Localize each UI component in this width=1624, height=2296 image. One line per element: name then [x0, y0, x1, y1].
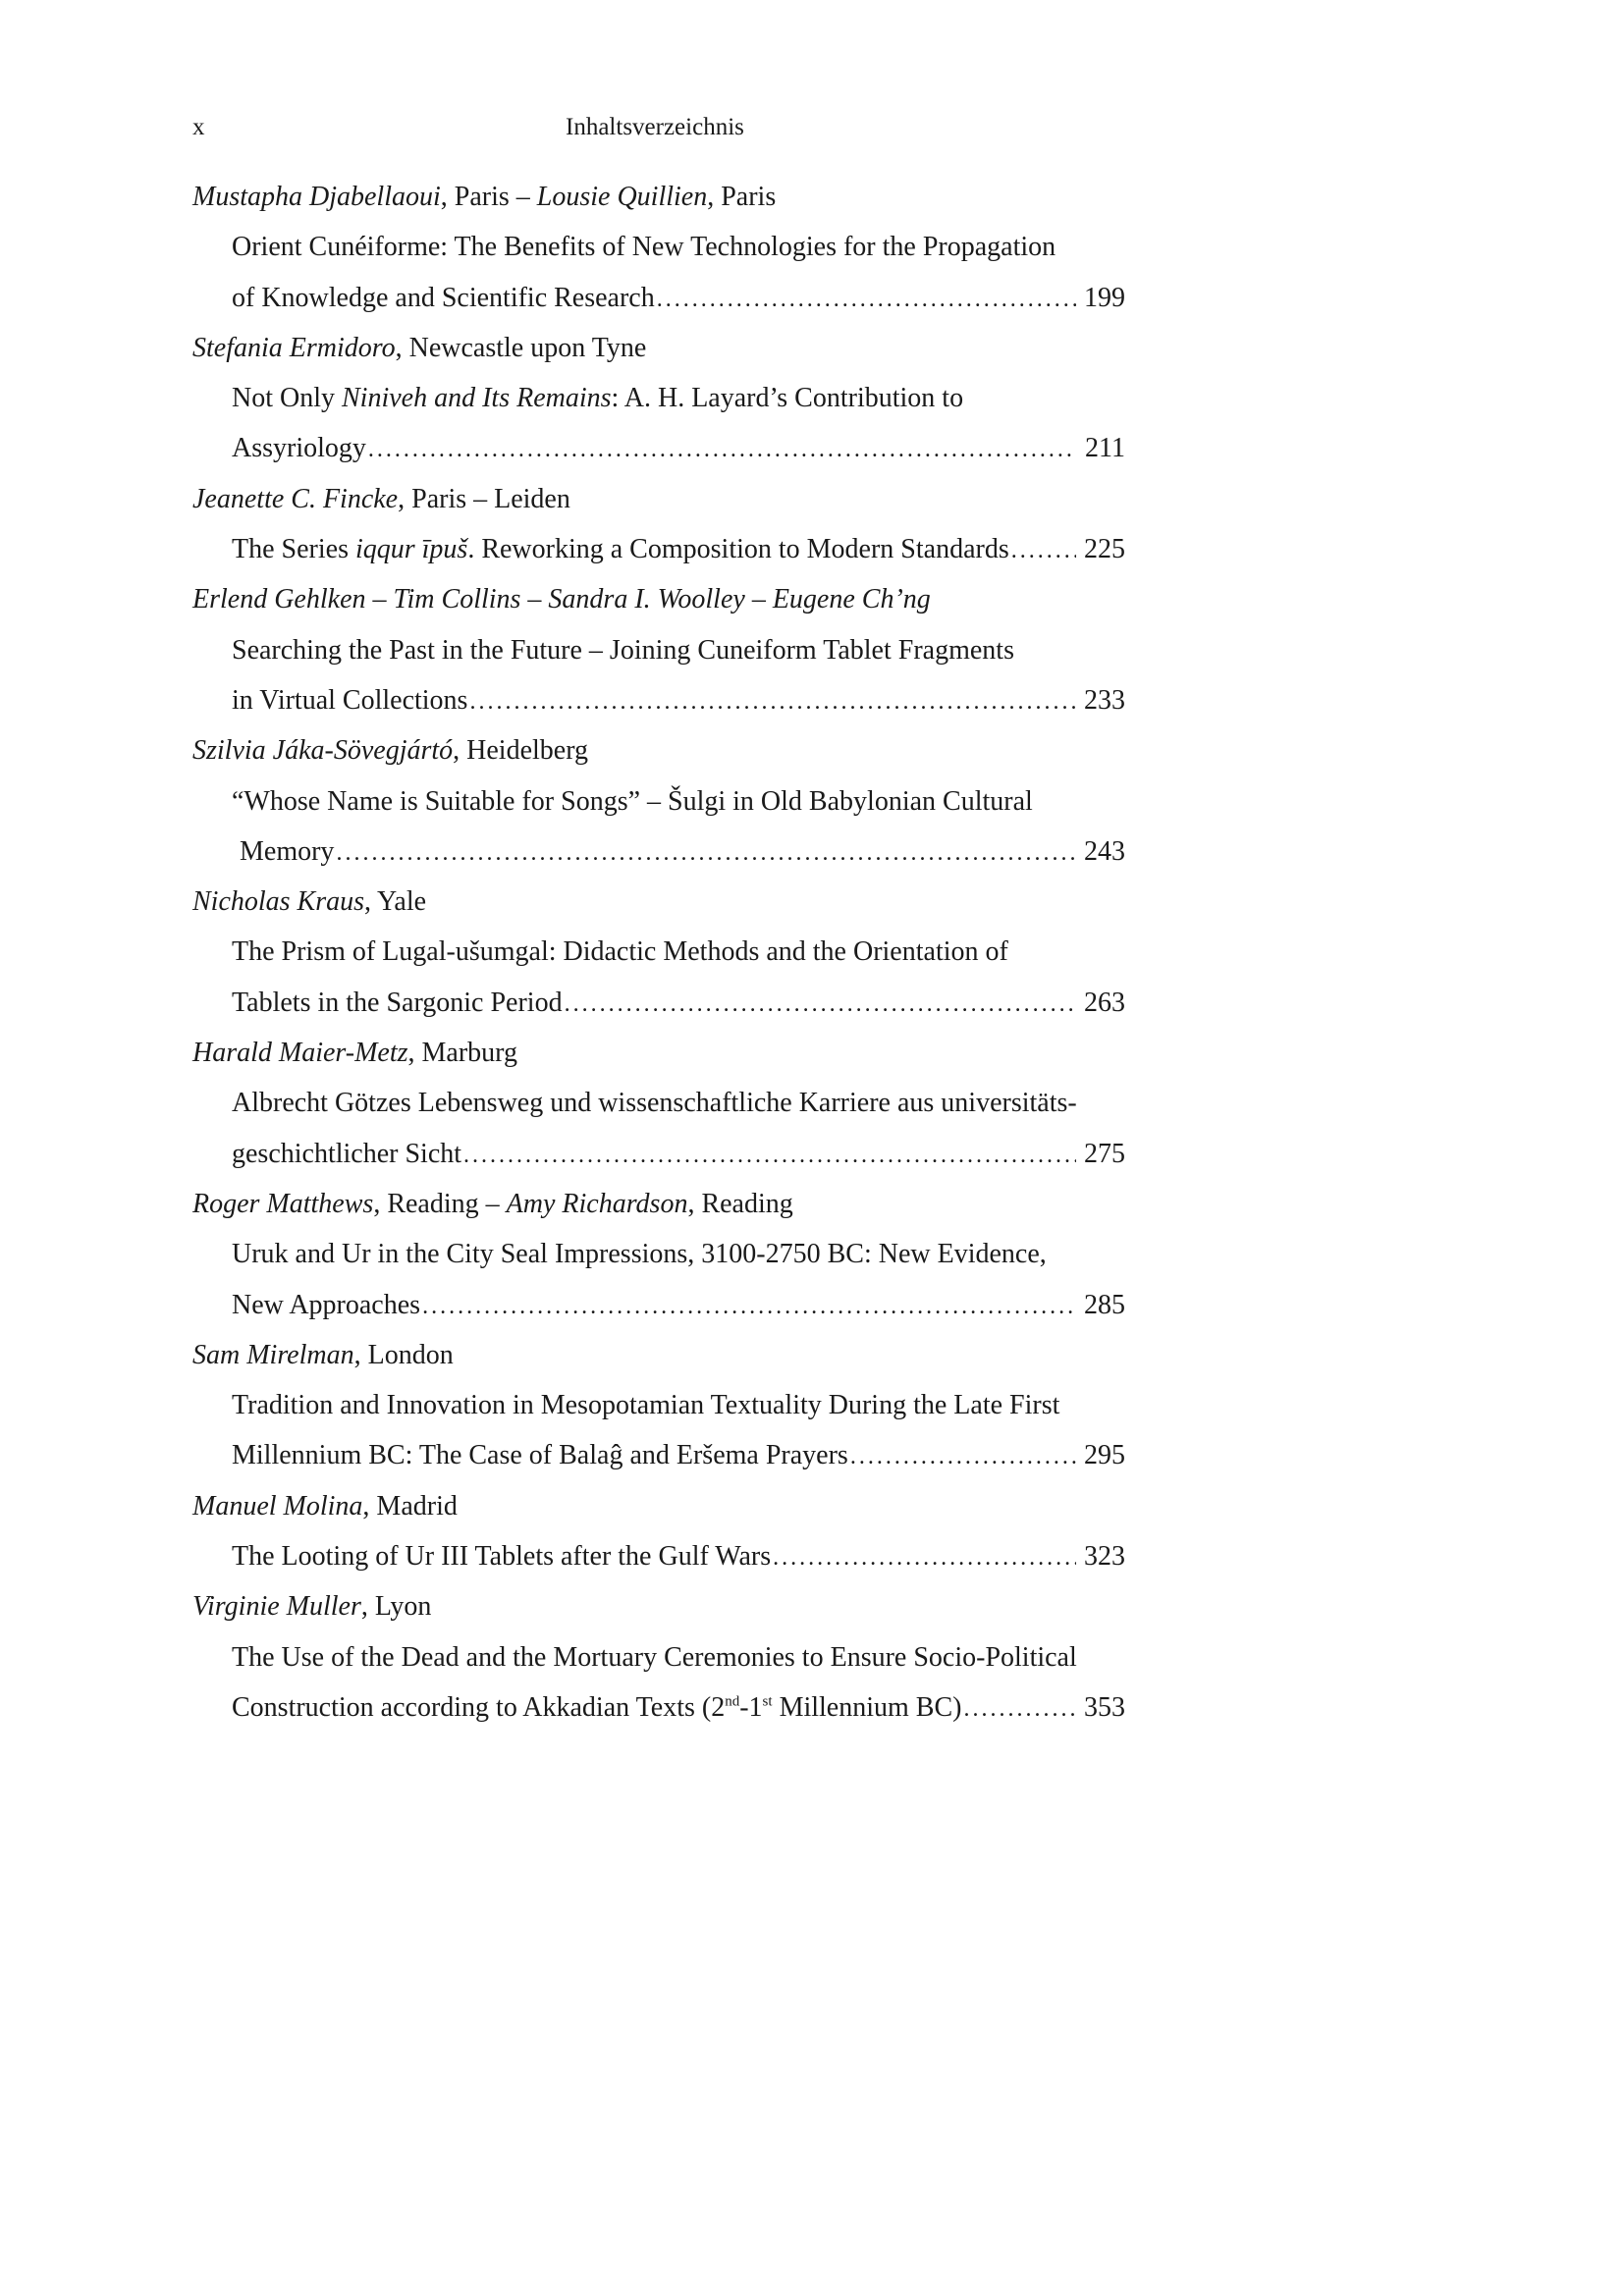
toc-page-number: 323	[1084, 1541, 1125, 1573]
title-text: The Prism of Lugal-ušumgal: Didactic Methods and the Orientation of	[232, 936, 1008, 968]
toc-entry-title-last[interactable]	[192, 978, 1125, 1028]
toc-page-number: 275	[1084, 1138, 1125, 1169]
title-text: Millennium BC: The Case of Balaĝ and Eršema Prayers	[232, 1440, 848, 1471]
title-text-part: -1	[739, 1691, 763, 1723]
title-text: Tablets in the Sargonic Period	[232, 987, 563, 1018]
toc-page-number: 199	[1084, 282, 1125, 313]
title-text-part: Millennium BC)	[772, 1691, 962, 1723]
toc-entry-author	[192, 1481, 1127, 1531]
toc-entry-author	[192, 1179, 1127, 1229]
toc-entry-title-last[interactable]	[192, 273, 1125, 323]
toc-entry-title-last[interactable]	[192, 675, 1125, 725]
title-text: Albrecht Götzes Lebensweg und wissenschaftliche Karriere aus universitäts-	[232, 1088, 1077, 1119]
author-place: , Marburg	[407, 1038, 517, 1069]
title-text: “Whose Name is Suitable for Songs” – Šulgi in Old Babylonian Cultural	[232, 785, 1033, 817]
toc-entry-title	[192, 927, 1127, 977]
title-text: Uruk and Ur in the City Seal Impressions, 3100-2750 BC: New Evidence,	[232, 1239, 1047, 1270]
running-title: Inhaltsverzeichnis	[566, 114, 744, 140]
title-text: Searching the Past in the Future – Joining Cuneiform Tablet Fragments	[232, 634, 1014, 666]
toc-entry-author	[192, 172, 1127, 222]
toc-entry-title-last[interactable]	[192, 524, 1125, 574]
dot-leader	[963, 1684, 1076, 1735]
toc-entry-title	[192, 1078, 1127, 1128]
author-place: , Heidelberg	[453, 735, 589, 767]
toc-entry-title	[192, 625, 1127, 675]
author-name: Szilvia Jáka-Sövegjártó	[192, 735, 454, 767]
dot-leader	[565, 980, 1076, 1030]
dot-leader	[657, 275, 1076, 325]
title-text-part: The Series	[232, 534, 355, 565]
toc-entry-author	[192, 574, 1127, 624]
author-place: , Madrid	[362, 1490, 458, 1522]
running-head	[192, 114, 1127, 153]
toc-entry-author	[192, 877, 1127, 927]
title-text: Tradition and Innovation in Mesopotamian Textuality During the Late First	[232, 1390, 1060, 1421]
title-text: geschichtlicher Sicht	[232, 1138, 462, 1169]
author-name: Nicholas Kraus	[192, 886, 365, 918]
author-name: Amy Richardson	[506, 1188, 688, 1219]
title-italic: Niniveh and Its Remains	[342, 383, 612, 414]
title-text: The Use of the Dead and the Mortuary Ceremonies to Ensure Socio-Political	[232, 1641, 1077, 1673]
dot-leader	[422, 1282, 1076, 1332]
author-name: Roger Matthews	[192, 1188, 374, 1219]
toc-page-number: 211	[1085, 433, 1125, 464]
toc-entry-title	[192, 1229, 1127, 1279]
toc-entry-title-last[interactable]	[192, 423, 1125, 473]
dot-leader	[469, 677, 1076, 727]
title-italic: iqqur īpuš	[354, 534, 468, 565]
toc-entry-title	[192, 1380, 1127, 1430]
author-name: Lousie Quillien	[536, 182, 708, 212]
toc-entry-title-last[interactable]	[192, 827, 1125, 877]
toc-entry-author	[192, 323, 1127, 373]
title-text-part: Construction according to Akkadian Texts (2	[232, 1691, 726, 1723]
toc-entry-title-last[interactable]	[192, 1430, 1125, 1480]
author-name: Manuel Molina	[192, 1490, 363, 1522]
title-text-part: . Reworking a Composition to Modern Standards	[467, 534, 1009, 565]
toc-entry-author	[192, 725, 1127, 775]
title-text: New Approaches	[232, 1289, 421, 1320]
author-place: , Yale	[364, 886, 427, 918]
title-text: in Virtual Collections	[232, 684, 468, 716]
toc-page-number: 353	[1084, 1691, 1125, 1723]
toc-entry-title	[192, 373, 1127, 423]
author-name: Sam Mirelman	[192, 1339, 354, 1370]
toc-page-number: 285	[1084, 1289, 1125, 1320]
author-place: , Paris	[707, 182, 777, 212]
dot-leader	[1011, 526, 1076, 576]
toc-page-number: 225	[1084, 534, 1125, 565]
author-place: , Reading	[687, 1188, 793, 1219]
author-place: , Paris –	[440, 182, 537, 212]
toc-entry-author	[192, 1330, 1127, 1380]
author-place: , Lyon	[360, 1591, 432, 1623]
toc-page-number: 233	[1084, 684, 1125, 716]
toc-entry-author	[192, 474, 1127, 524]
table-of-contents	[192, 172, 1127, 1733]
author-place: , Paris – Leiden	[398, 483, 570, 514]
dot-leader	[773, 1533, 1076, 1583]
toc-entry-title	[192, 776, 1127, 827]
title-text	[232, 1682, 961, 1733]
toc-entry-title-last[interactable]	[192, 1280, 1125, 1330]
title-text: Not Only	[232, 383, 342, 414]
author-place: , Reading –	[373, 1188, 507, 1219]
toc-entry-author	[192, 1028, 1127, 1078]
author-name: Mustapha Djabellaoui	[192, 182, 441, 212]
title-text	[232, 524, 1009, 574]
dot-leader	[336, 828, 1076, 879]
toc-entry-title-last[interactable]	[192, 1682, 1125, 1733]
title-text: : A. H. Layard’s Contribution to	[611, 383, 964, 414]
author-name: Stefania Ermidoro	[192, 332, 396, 363]
toc-page-number: 295	[1084, 1440, 1125, 1471]
dot-leader	[368, 425, 1076, 475]
toc-entry-title	[192, 1632, 1127, 1682]
superscript: nd	[725, 1693, 740, 1710]
title-text: Orient Cunéiforme: The Benefits of New Technologies for the Propagation	[232, 232, 1056, 263]
author-place: , Newcastle upon Tyne	[395, 332, 647, 363]
author-name: Jeanette C. Fincke	[192, 483, 399, 514]
title-text: Assyriology	[232, 433, 366, 464]
toc-page-number: 263	[1084, 987, 1125, 1018]
author-name: Erlend Gehlken – Tim Collins – Sandra I. Woolley – Eugene Ch’ng	[192, 584, 931, 615]
superscript: st	[762, 1693, 773, 1710]
toc-entry-title-last[interactable]	[192, 1129, 1125, 1179]
title-text: Memory	[240, 835, 335, 867]
page-number: x	[192, 114, 205, 140]
dot-leader	[850, 1432, 1076, 1482]
toc-entry-title-last[interactable]	[192, 1531, 1125, 1581]
author-name: Virginie Muller	[192, 1591, 361, 1623]
toc-entry-author	[192, 1581, 1127, 1631]
author-place: , London	[353, 1339, 454, 1370]
author-name: Harald Maier-Metz	[192, 1038, 408, 1069]
title-text: The Looting of Ur III Tablets after the Gulf Wars	[232, 1541, 772, 1573]
toc-page-number: 243	[1084, 835, 1125, 867]
title-text: of Knowledge and Scientific Research	[232, 282, 655, 313]
dot-leader	[463, 1131, 1076, 1181]
toc-entry-title	[192, 222, 1127, 272]
